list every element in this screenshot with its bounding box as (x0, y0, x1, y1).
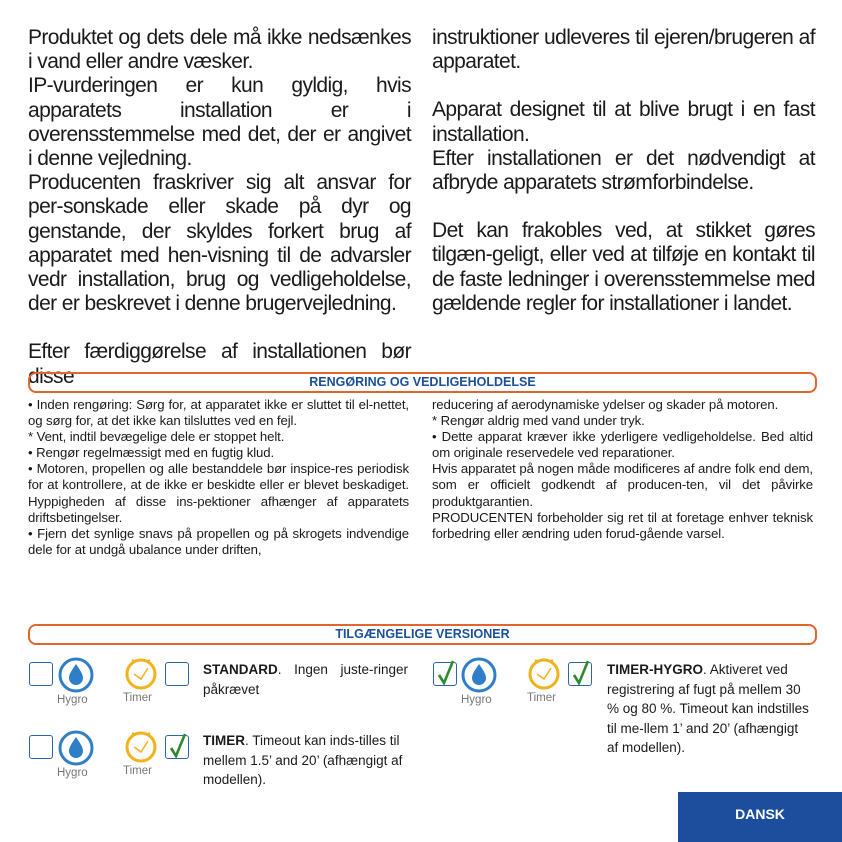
cleaning-line: * Vent, indtil bevægelige dele er stoppet helt. (28, 429, 285, 445)
cleaning-line: • Motoren, propellen og alle bestanddele bør inspice-res periodisk for at kontrollere, at de ikke er beskidte eller er blevet beskadiget. Hyppigheden af disse ins-pektioner afhænger af apparatets driftsbetingelser. (28, 461, 409, 525)
intro-left-column (28, 26, 411, 389)
hygro-drop-icon (57, 729, 95, 767)
intro-paragraph: IP-vurderingen er kun gyldig, hvis apparatets installation er i overensstemmelse med det, der er angivet i denne vejledning. (28, 74, 411, 171)
version-standard-text (203, 660, 408, 699)
timer-checkbox-checked (568, 662, 592, 686)
hygro-drop-icon (460, 656, 498, 694)
cleaning-line: • Inden rengøring: Sørg for, at apparatet ikke er sluttet til el-nettet, og sørg for, at det ikke kan tilsluttes ved en fejl. (28, 397, 409, 429)
intro-paragraph: Apparat designet til at blive brugt i en fast installation. (432, 98, 815, 146)
version-timer-text (203, 731, 408, 790)
timer-clock-icon (123, 729, 159, 765)
cleaning-left-column (28, 397, 409, 558)
intro-paragraph: instruktioner udleveres til ejeren/brugeren af apparatet. (432, 26, 815, 74)
timer-clock-icon (123, 656, 159, 692)
cleaning-line: • Fjern det synlige snavs på propellen og på skrogets indvendige dele for at undgå ubalance under driften, (28, 525, 409, 557)
cleaning-right-column (432, 397, 813, 542)
check-mark-icon (436, 659, 456, 687)
hygro-checkbox-unchecked (29, 662, 53, 686)
version-description: . Aktiveret ved registrering af fugt på mellem 30 % og 80 %. Timeout kan indstilles til me-llem 1’ and 20’ (afhængigt af modellen). (607, 662, 809, 755)
check-mark-icon (571, 659, 591, 687)
cleaning-line: Hvis apparatet på nogen måde modificeres af andre folk end dem, som er officielt godkendt af producen-ten, vil det påvirke produktgarantien. (432, 461, 813, 509)
intro-paragraph: Produktet og dets dele må ikke nedsænkes i vand eller andre væsker. (28, 26, 411, 74)
timer-checkbox-checked (165, 735, 189, 759)
hygro-drop-icon (57, 656, 95, 694)
intro-right-column (432, 26, 815, 316)
language-tab: DANSK (678, 792, 842, 842)
versions-section-title: TILGÆNGELIGE VERSIONER (28, 624, 817, 645)
intro-paragraph: Efter installationen er det nødvendigt at afbryde apparatets strømforbindelse. (432, 146, 815, 195)
version-name: TIMER (203, 733, 245, 748)
version-name: TIMER-HYGRO (607, 662, 703, 677)
hygro-checkbox-checked (433, 662, 457, 686)
cleaning-line: reducering af aerodynamiske ydelser og skader på motoren. (432, 397, 779, 412)
hygro-label: Hygro (461, 694, 492, 706)
cleaning-line: * Rengør aldrig med vand under tryk. (432, 413, 645, 429)
cleaning-section-title: RENGØRING OG VEDLIGEHOLDELSE (28, 372, 817, 393)
timer-label: Timer (527, 692, 556, 704)
intro-paragraph: Efter færdiggørelse af installationen bør disse (28, 340, 411, 388)
version-description: . Timeout kan inds-tilles til mellem 1.5’ and 20’ (afhængigt af modellen). (203, 733, 403, 787)
timer-checkbox-unchecked (165, 662, 189, 686)
cleaning-line: • Dette apparat kræver ikke yderligere vedligeholdelse. Bed altid om originale reservedele ved reparationer. (432, 429, 813, 461)
hygro-checkbox-unchecked (29, 735, 53, 759)
timer-label: Timer (123, 765, 152, 777)
check-mark-icon (168, 732, 188, 760)
cleaning-line: PRODUCENTEN forbeholder sig ret til at foretage enhver teknisk forbedring eller ændring uden forud-gående varsel. (432, 509, 813, 541)
timer-clock-icon (526, 656, 562, 692)
version-timer-hygro-text (607, 660, 813, 758)
hygro-label: Hygro (57, 767, 88, 779)
timer-label: Timer (123, 692, 152, 704)
hygro-label: Hygro (57, 694, 88, 706)
intro-paragraph: Producenten fraskriver sig alt ansvar for per-sonskade eller skade på dyr og genstande, der skyldes forkert brug af apparatet med hen-visning til de advarsler vedr installation, brug og vedligeholdelse, der er beskrevet i denne brugervejledning. (28, 171, 411, 316)
cleaning-line: • Rengør regelmæssigt med en fugtig klud. (28, 445, 275, 461)
version-name: STANDARD (203, 662, 278, 677)
version-description: . Ingen juste-ringer påkrævet (203, 662, 408, 697)
intro-paragraph: Det kan frakobles ved, at stikket gøres tilgæn-geligt, eller ved at tilføje en kontakt til de faste ledninger i overensstemmelse med gældende regler for installationer i landet. (432, 219, 815, 315)
